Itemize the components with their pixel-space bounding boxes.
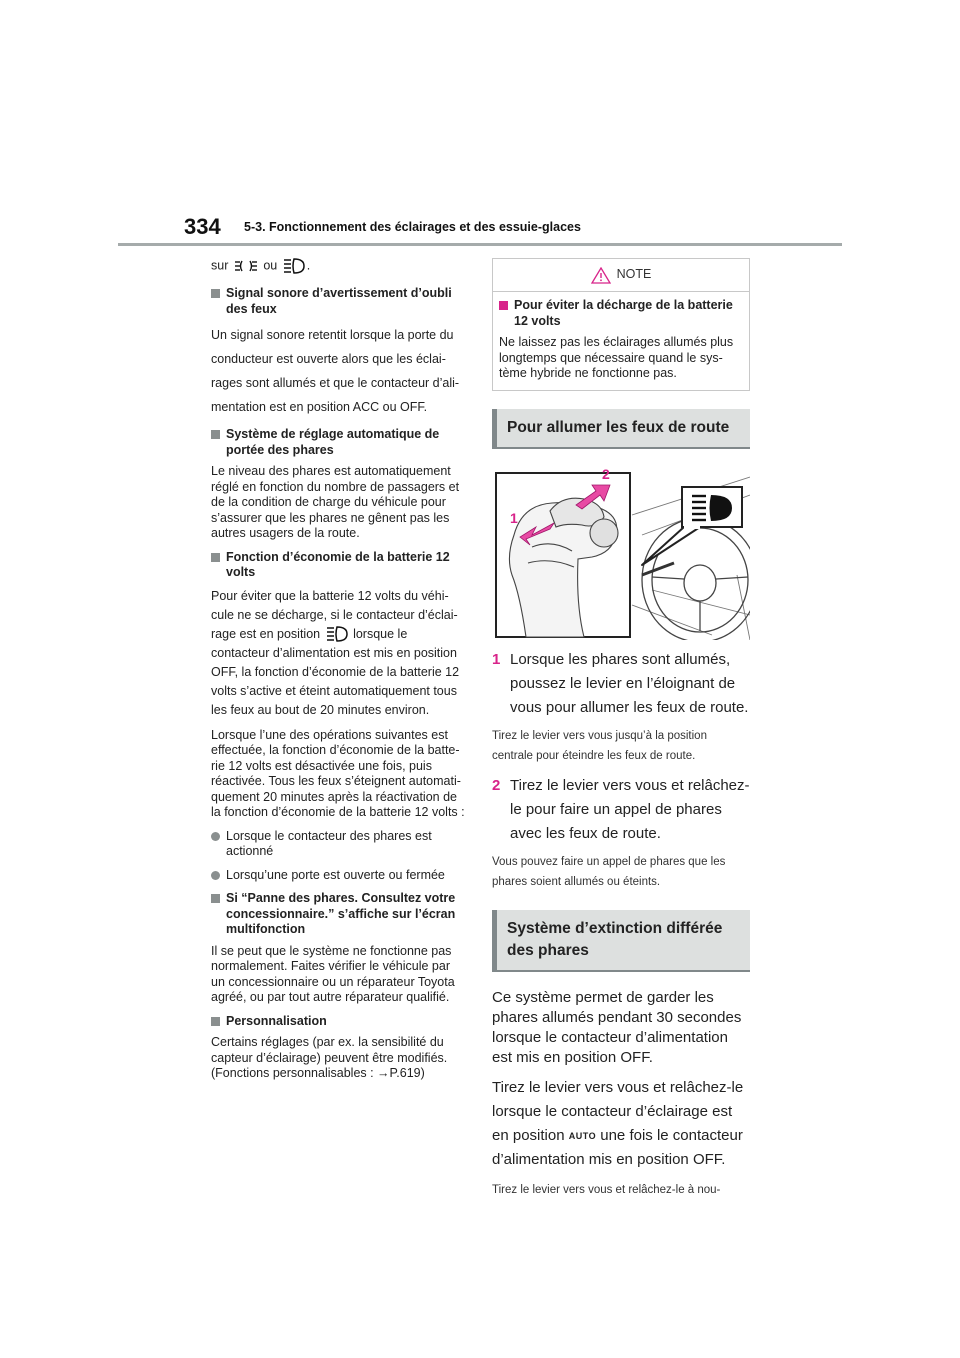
left-column [211, 258, 465, 1090]
s5-title: Personnalisation [226, 1013, 327, 1028]
delay-paragraph-2 [492, 1076, 750, 1172]
s4-body: Il se peut que le système ne fonctionne pas normalement. Faites vérifier le véhicule par un concessionnaire ou un réparateur Toyota agréé, ou par tout autre réparateur qualifié. [211, 943, 455, 1004]
round-bullet-icon [211, 871, 220, 880]
section-title: 5-3. Fonctionnement des éclairages et des essuie-glaces [244, 220, 581, 234]
step-number: 1 [492, 650, 501, 668]
figure-label-1: 1 [510, 509, 518, 526]
s2-title: Système de réglage automatique de portée des phares [226, 427, 440, 457]
bullet-text: Lorsqu’une porte est ouverte ou fermée [226, 867, 445, 882]
step-number: 2 [492, 776, 501, 794]
warning-triangle-icon [591, 267, 611, 284]
round-bullet-icon [211, 832, 220, 841]
section-band-high-beam: Pour allumer les feux de route [492, 409, 750, 449]
note-body: Ne laissez pas les éclairages allumés plus longtemps que nécessaire quand le sys-tème hybride ne fonctionne pas. [499, 335, 734, 380]
step-2-note: Vous pouvez faire un appel de phares que les phares soient allumés ou éteints. [492, 855, 726, 888]
bullet-text: Lorsque le contacteur des phares est actionné [226, 828, 432, 858]
intro-line [211, 258, 465, 274]
delay-paragraph-1: Ce système permet de garder les phares allumés pendant 30 secondes lorsque le contacteur d’alimentation est mis en position OFF. [492, 988, 742, 1066]
page-number: 334 [184, 214, 221, 239]
delay-p2-b: une fois le contacteur d’alimentation mis en position OFF. [492, 1126, 743, 1168]
subsection-title [211, 427, 465, 458]
list-item [211, 868, 465, 884]
intro-end: . [306, 258, 311, 273]
s3-body [211, 587, 465, 720]
note-title [499, 298, 743, 329]
note-box [492, 258, 750, 391]
step-2 [492, 774, 750, 846]
lever-illustration [492, 465, 750, 640]
note-title-text: Pour éviter la décharge de la batterie 12 volts [514, 298, 733, 328]
subsection-title [211, 1014, 465, 1030]
s2-body: Le niveau des phares est automatiquement réglé en fonction du nombre de passagers et de la condition de charge du véhicule pour s’assurer que les phares ne gênent pas les autres usagers de la route. [211, 464, 460, 540]
headlight-icon [326, 626, 348, 642]
right-column [492, 258, 750, 1208]
square-bullet-icon [211, 289, 220, 298]
step-text: Tirez le levier vers vous et relâchez-le pour faire un appel de phares avec les feux de route. [510, 776, 750, 842]
s1-body: Un signal sonore retentit lorsque la porte du conducteur est ouverte alors que les éclai-rages sont allumés et que le contacteur d’ali-mentation est en position ACC ou OFF. [211, 328, 460, 414]
list-item [211, 829, 465, 860]
lever-illustration-svg [492, 465, 750, 640]
intro-prefix: sur [211, 258, 229, 273]
subsection-title [211, 891, 465, 938]
delay-p2-a: Tirez le levier vers vous et relâchez-le lorsque le contacteur d’éclairage est en position [492, 1078, 744, 1144]
headlight-icon [283, 258, 305, 274]
delay-paragraph-3: Tirez le levier vers vous et relâchez-le à nou- [492, 1183, 721, 1196]
auto-icon: AUTO [568, 1130, 597, 1141]
s3-title: Fonction d’économie de la batterie 12 volts [226, 549, 450, 579]
square-bullet-icon [211, 553, 220, 562]
square-bullet-icon [499, 301, 508, 310]
parking-lights-icon [234, 259, 258, 273]
square-bullet-icon [211, 894, 220, 903]
s4-title: Si “Panne des phares. Consultez votre concessionnaire.” s’affiche sur l’écran multifonction [226, 891, 456, 936]
header-rule [118, 243, 842, 246]
subsection-title [211, 286, 465, 317]
step-1 [492, 648, 750, 720]
subsection-title [211, 550, 465, 581]
note-header [493, 259, 749, 292]
step-text: Lorsque les phares sont allumés, poussez le levier en l’éloignant de vous pour allumer les feux de route. [510, 650, 749, 716]
note-label: NOTE [616, 267, 652, 282]
s3-body-b: lorsque le contacteur d’alimentation est mis en position OFF, la fonction d’économie de la batterie 12 volts s’active et éteint automatiquement tous les feux au bout de 20 minutes environ. [211, 626, 460, 717]
square-bullet-icon [211, 1017, 220, 1026]
section-band-delay: Système d’extinction différée des phares [492, 910, 750, 972]
square-bullet-icon [211, 430, 220, 439]
figure-label-2: 2 [602, 465, 610, 482]
s3-body-c: Lorsque l’une des opérations suivantes est effectuée, la fonction d’économie de la batte-rie 12 volts est désactivée une fois, puis réactivée. Tous les feux s’éteignent automati-quement 20 minutes après la réactivation de la fonction d’économie de la batterie 12 volts : [211, 727, 465, 819]
s3-body-a: Pour éviter que la batterie 12 volts du véhi-cule ne se décharge, si le contacteur d’éclai-rage est en position [211, 588, 458, 641]
s1-title: Signal sonore d’avertissement d’oubli des feux [226, 286, 452, 316]
step-1-note: Tirez le levier vers vous jusqu’à la position centrale pour éteindre les feux de route. [492, 729, 707, 762]
intro-or: ou [263, 258, 278, 273]
s5-body: Certains réglages (par ex. la sensibilité du capteur d’éclairage) peuvent être modifiés. (Fonctions personnalisables : →P.619) [211, 1035, 448, 1080]
